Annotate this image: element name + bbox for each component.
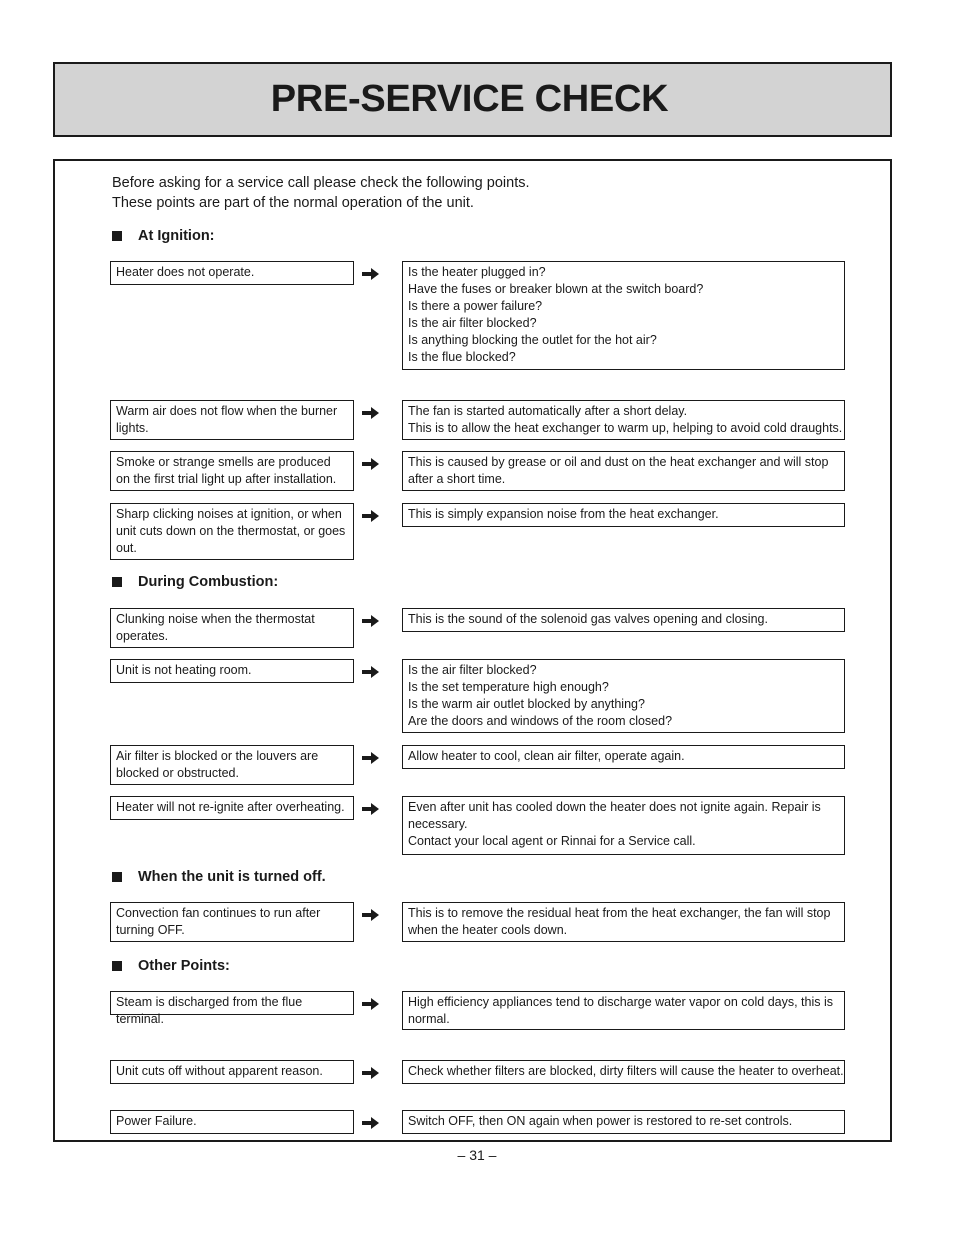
- problem-text: Sharp clicking noises at ignition, or when unit cuts down on the thermostat, or goes out.: [116, 507, 346, 555]
- right-arrow-icon: [362, 614, 379, 626]
- check-line: Contact your local agent or Rinnai for a Service call.: [408, 834, 696, 848]
- problem-text: Power Failure.: [116, 1114, 197, 1128]
- right-arrow-icon: [362, 997, 379, 1009]
- section-heading: [112, 228, 215, 244]
- problem-box: [110, 608, 354, 648]
- problem-box: [110, 400, 354, 440]
- title-banner: [53, 62, 892, 137]
- check-line: Are the doors and windows of the room closed?: [408, 714, 673, 728]
- problem-box: [110, 1110, 354, 1134]
- square-bullet-icon: [112, 961, 122, 971]
- right-arrow-icon: [362, 457, 379, 469]
- right-arrow-icon: [362, 1116, 379, 1128]
- problem-text: Convection fan continues to run after turning OFF.: [116, 906, 321, 937]
- check-line: Is anything blocking the outlet for the hot air?: [408, 333, 657, 347]
- right-arrow-icon: [362, 406, 379, 418]
- check-line: This is simply expansion noise from the heat exchanger.: [408, 507, 719, 521]
- check-box: [402, 902, 845, 942]
- check-line: Have the fuses or breaker blown at the switch board?: [408, 282, 704, 296]
- problem-box: [110, 796, 354, 820]
- problem-text: Smoke or strange smells are produced on the first trial light up after installation.: [116, 455, 337, 486]
- check-line: Allow heater to cool, clean air filter, operate again.: [408, 749, 685, 763]
- problem-text: Heater does not operate.: [116, 265, 255, 279]
- check-box: [402, 1060, 845, 1084]
- right-arrow-icon: [362, 751, 379, 763]
- intro-line-1: Before asking for a service call please check the following points.: [112, 175, 530, 191]
- page-number: – 31 –: [457, 1147, 497, 1163]
- problem-text: Warm air does not flow when the burner lights.: [116, 404, 338, 435]
- section-heading: [112, 869, 326, 885]
- check-box: [402, 451, 845, 491]
- check-line: necessary.: [408, 817, 468, 831]
- section-heading: [112, 958, 230, 974]
- right-arrow-icon: [362, 665, 379, 677]
- check-line: Is the heater plugged in?: [408, 265, 546, 279]
- check-line: Is the flue blocked?: [408, 350, 516, 364]
- problem-text: Unit is not heating room.: [116, 663, 252, 677]
- section-heading-text: During Combustion:: [138, 574, 279, 590]
- right-arrow-icon: [362, 908, 379, 920]
- check-line: Is the air filter blocked?: [408, 663, 537, 677]
- right-arrow-icon: [362, 267, 379, 279]
- problem-text: Heater will not re-ignite after overheating.: [116, 800, 345, 814]
- check-box: [402, 659, 845, 733]
- check-line: Even after unit has cooled down the heater does not ignite again. Repair is: [408, 800, 821, 814]
- problem-box: [110, 1060, 354, 1084]
- check-box: [402, 608, 845, 632]
- problem-box: [110, 261, 354, 285]
- check-line: Is there a power failure?: [408, 299, 543, 313]
- problem-box: [110, 451, 354, 491]
- check-box: [402, 991, 845, 1030]
- right-arrow-icon: [362, 509, 379, 521]
- check-line: This is to remove the residual heat from the heat exchanger, the fan will stop: [408, 906, 831, 920]
- problem-text: Steam is discharged from the flue terminal.: [116, 995, 303, 1026]
- check-line: normal.: [408, 1012, 450, 1026]
- problem-text: Clunking noise when the thermostat operates.: [116, 612, 315, 643]
- intro-line-2: These points are part of the normal operation of the unit.: [112, 195, 474, 211]
- check-box: [402, 503, 845, 527]
- check-line: Check whether filters are blocked, dirty filters will cause the heater to overheat.: [408, 1064, 844, 1078]
- check-line: Is the warm air outlet blocked by anything?: [408, 697, 645, 711]
- section-heading-text: Other Points:: [138, 958, 230, 974]
- section-heading-text: When the unit is turned off.: [138, 869, 326, 885]
- square-bullet-icon: [112, 577, 122, 587]
- problem-box: [110, 902, 354, 942]
- check-line: when the heater cools down.: [408, 923, 568, 937]
- check-line: High efficiency appliances tend to discharge water vapor on cold days, this is: [408, 995, 834, 1009]
- check-line: Switch OFF, then ON again when power is restored to re-set controls.: [408, 1114, 793, 1128]
- problem-box: [110, 745, 354, 785]
- check-box: [402, 1110, 845, 1134]
- problem-text: Air filter is blocked or the louvers are blocked or obstructed.: [116, 749, 319, 780]
- check-box: [402, 261, 845, 370]
- right-arrow-icon: [362, 1066, 379, 1078]
- check-line: Is the set temperature high enough?: [408, 680, 609, 694]
- square-bullet-icon: [112, 872, 122, 882]
- problem-text: Unit cuts off without apparent reason.: [116, 1064, 323, 1078]
- check-box: [402, 796, 845, 855]
- check-box: [402, 400, 845, 440]
- problem-box: [110, 991, 354, 1026]
- section-heading: [112, 574, 278, 590]
- check-line: after a short time.: [408, 472, 506, 486]
- problem-box: [110, 503, 354, 560]
- right-arrow-icon: [362, 802, 379, 814]
- check-line: This is the sound of the solenoid gas valves opening and closing.: [408, 612, 768, 626]
- check-line: The fan is started automatically after a short delay.: [408, 404, 688, 418]
- check-line: This is caused by grease or oil and dust on the heat exchanger and will stop: [408, 455, 829, 469]
- check-line: Is the air filter blocked?: [408, 316, 537, 330]
- square-bullet-icon: [112, 231, 122, 241]
- check-box: [402, 745, 845, 769]
- check-line: This is to allow the heat exchanger to warm up, helping to avoid cold draughts.: [408, 421, 843, 435]
- problem-box: [110, 659, 354, 683]
- page-title: PRE-SERVICE CHECK: [270, 78, 669, 120]
- section-heading-text: At Ignition:: [138, 228, 215, 244]
